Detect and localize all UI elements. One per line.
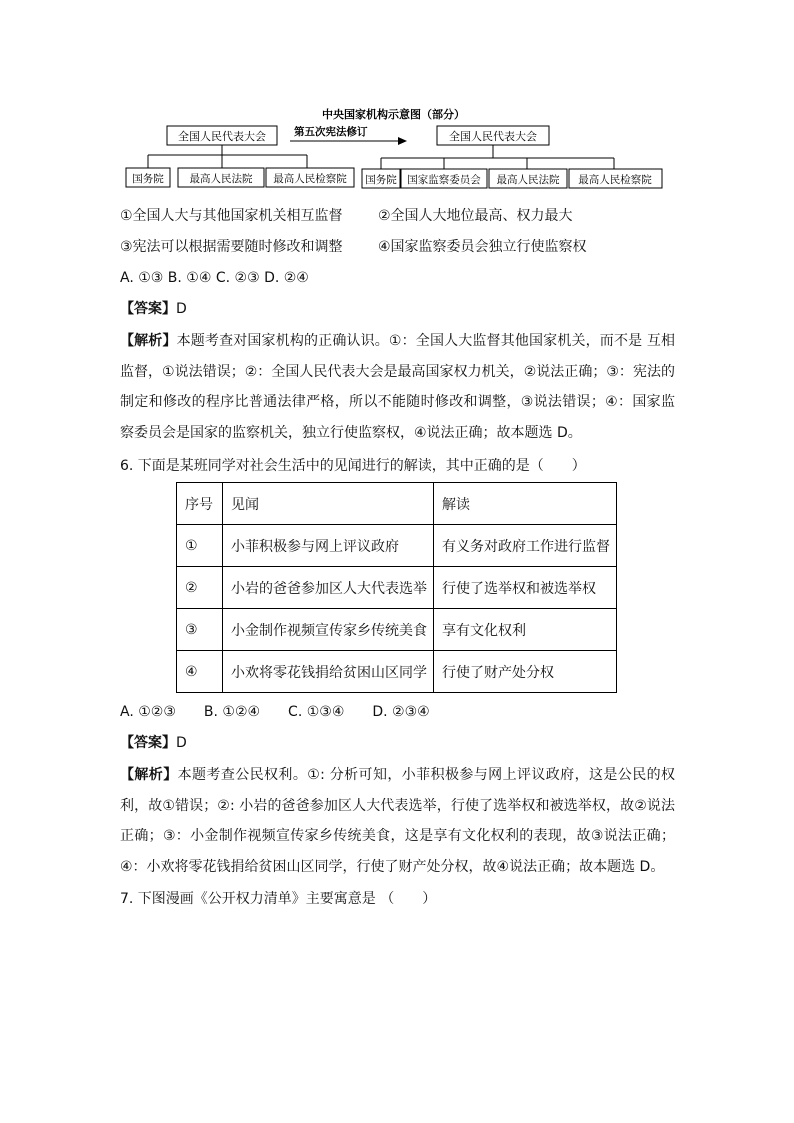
table-row [177, 609, 617, 651]
right-procuratorate-label: 最高人民检察院 [578, 174, 652, 186]
table-header: 解读 [434, 483, 617, 525]
table-cell: 有义务对政府工作进行监督 [434, 525, 617, 567]
q5-analysis [120, 326, 675, 448]
q7-stem: 7. 下图漫画《公开权力清单》主要寓意是 （ ） [120, 891, 437, 907]
q5-option-2: ②全国人大地位最高、权力最大 [378, 208, 573, 224]
table-header-row [177, 483, 617, 525]
table-cell: ② [177, 567, 223, 609]
analysis-label: 【解析】 [120, 767, 178, 783]
table-cell: 行使了选举权和被选举权 [434, 567, 617, 609]
table-cell: 小欢将零花钱捐给贫困山区同学 [223, 651, 434, 693]
analysis-text: 本题考查对国家机构的正确认识。①：全国人大监督其他国家机关，而不是 互相监督，①说法错误；②：全国人民代表大会是最高国家权力机关，②说法正确；③：宪法的制定和修改的程序比普通法律严格，所以不能随时修改和调整，③说法错误；④：国家监察委员会是国家的监察机关，独立行使监察权，④说法正确；故本题选 D。 [120, 333, 676, 441]
q5-answer [120, 299, 187, 319]
table-row [177, 567, 617, 609]
table-header: 序号 [177, 483, 223, 525]
right-state-council-label: 国务院 [365, 174, 397, 186]
table-cell: 小金制作视频宣传家乡传统美食 [223, 609, 434, 651]
q6-table [176, 482, 617, 693]
analysis-label: 【解析】 [120, 333, 177, 349]
diagram-title: 中央国家机构示意图（部分） [322, 108, 465, 121]
table-cell: ① [177, 525, 223, 567]
answer-label: 【答案】 [120, 301, 176, 317]
left-state-council-label: 国务院 [132, 173, 164, 185]
right-supreme-court-label: 最高人民法院 [496, 174, 560, 186]
table-cell: 行使了财产处分权 [434, 651, 617, 693]
q5-option-4: ④国家监察委员会独立行使监察权 [378, 239, 587, 255]
right-supervision-label: 国家监察委员会 [407, 174, 481, 186]
q5-option-3: ③宪法可以根据需要随时修改和调整 [120, 239, 343, 255]
table-cell: 小菲积极参与网上评议政府 [223, 525, 434, 567]
q6-choices: A. ①②③ B. ①②④ C. ①③④ D. ②③④ [120, 704, 430, 720]
table-cell: ③ [177, 609, 223, 651]
q6-stem: 6. 下面是某班同学对社会生活中的见闻进行的解读，其中正确的是（ ） [120, 458, 586, 474]
table-cell: 享有文化权利 [434, 609, 617, 651]
q6-analysis [120, 760, 675, 882]
table-cell: 小岩的爸爸参加区人大代表选举 [223, 567, 434, 609]
left-procuratorate-label: 最高人民检察院 [273, 173, 347, 185]
analysis-text: 本题考查公民权利。①: 分析可知，小菲积极参与网上评议政府，这是公民的权利，故①错误；②: 小岩的爸爸参加区人大代表选举，行使了选举权和被选举权，故②说法正确；③：小金制作视频宣传家乡传统美食，这是享有文化权利的表现，故③说法正确；④：小欢将零花钱捐给贫困山区同学，行使了财产处分权，故④说法正确；故本题选 D。 [120, 767, 675, 875]
answer-value: D [176, 301, 187, 317]
q6-answer [120, 733, 187, 753]
table-cell: ④ [177, 651, 223, 693]
organization-diagram [0, 0, 794, 200]
right-npc-label: 全国人民代表大会 [449, 130, 537, 143]
answer-value: D [176, 735, 187, 751]
table-header: 见闻 [223, 483, 434, 525]
table-row [177, 525, 617, 567]
table-row [177, 651, 617, 693]
q5-option-1: ①全国人大与其他国家机关相互监督 [120, 208, 343, 224]
left-supreme-court-label: 最高人民法院 [189, 173, 253, 185]
left-npc-label: 全国人民代表大会 [178, 130, 266, 143]
arrow-label: 第五次宪法修订 [294, 126, 368, 138]
q5-choices: A. ①③ B. ①④ C. ②③ D. ②④ [120, 270, 309, 286]
answer-label: 【答案】 [120, 735, 176, 751]
